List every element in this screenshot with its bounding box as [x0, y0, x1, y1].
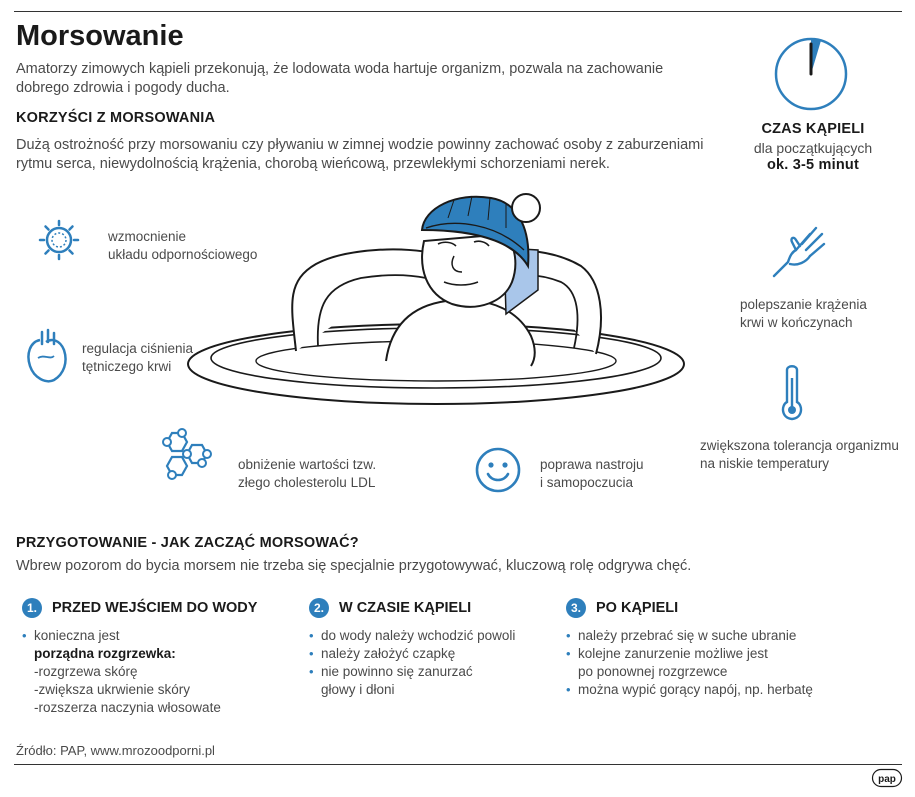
- benefit-pressure-line1: regulacja ciśnienia: [82, 341, 194, 356]
- list-item: • nie powinno się zanurzać: [309, 663, 549, 681]
- list-item: -rozgrzewa skórę: [34, 664, 138, 679]
- list-item: • można wypić gorący napój, np. herbatę: [566, 681, 866, 699]
- top-divider: [14, 11, 902, 12]
- preparation-text: Wbrew pozorom do bycia morsem nie trzeba się specjalnie przygotowywać, kluczową rolę odgrywa chęć.: [16, 558, 692, 574]
- hand-icon: [770, 222, 832, 280]
- benefit-cholesterol-line1: obniżenie wartości tzw.: [238, 457, 377, 472]
- smiley-icon: [474, 446, 522, 494]
- list-item: po ponownej rozgrzewce: [578, 664, 728, 679]
- benefit-immunity-line1: wzmocnienie: [108, 229, 187, 244]
- clock-icon: [773, 36, 849, 112]
- benefits-heading: KORZYŚCI Z MORSOWANIA: [16, 110, 216, 126]
- list-item: -zwiększa ukrwienie skóry: [34, 682, 191, 697]
- source-text: Źródło: PAP, www.mrozoodporni.pl: [16, 743, 215, 758]
- benefit-pressure-line2: tętniczego krwi: [82, 359, 172, 374]
- step-3-number: 3.: [566, 598, 586, 618]
- thermometer-icon: [778, 364, 806, 422]
- benefit-tolerance-line1: zwiększona tolerancja organizmu: [700, 438, 899, 453]
- benefit-tolerance-line2: na niskie temperatury: [700, 456, 830, 471]
- list-item: • kolejne zanurzenie możliwe jest: [566, 645, 866, 663]
- step-1-number: 1.: [22, 598, 42, 618]
- step-3-title: PO KĄPIELI: [596, 600, 679, 616]
- svg-text:pap: pap: [878, 774, 896, 785]
- benefit-immunity-line2: układu odpornościowego: [108, 247, 258, 262]
- list-item: • należy przebrać się w suche ubranie: [566, 627, 866, 645]
- step-1-list: [22, 627, 282, 717]
- bottom-divider: [14, 764, 902, 765]
- benefit-circulation-line1: polepszanie krążenia: [740, 297, 867, 312]
- list-item: • należy założyć czapkę: [309, 645, 549, 663]
- heart-icon: [24, 328, 70, 386]
- virus-icon: [38, 219, 80, 261]
- bath-time-sub: dla początkujących: [753, 140, 873, 156]
- bath-time-label: CZAS KĄPIELI: [761, 121, 865, 137]
- pap-logo: [872, 769, 902, 787]
- step-3-list: [566, 627, 866, 699]
- list-item: porządna rozgrzewka:: [34, 646, 176, 661]
- list-item: • konieczna jest: [22, 627, 282, 645]
- step-2-title: W CZASIE KĄPIELI: [339, 600, 472, 616]
- preparation-heading: PRZYGOTOWANIE - JAK ZACZĄĆ MORSOWAĆ?: [16, 535, 359, 551]
- benefit-circulation-line2: krwi w kończynach: [740, 315, 853, 330]
- intro-text: Amatorzy zimowych kąpieli przekonują, że lodowata woda hartuje organizm, pozwala na zachowanie dobrego zdrowia i pogody ducha.: [16, 61, 664, 96]
- benefit-mood-line2: i samopoczucia: [540, 475, 634, 490]
- list-item: -rozszerza naczynia włosowate: [34, 700, 221, 715]
- step-2-number: 2.: [309, 598, 329, 618]
- molecule-icon: [158, 427, 214, 481]
- swimmer-illustration: [186, 186, 706, 416]
- list-item: • do wody należy wchodzić powoli: [309, 627, 549, 645]
- warning-text: Dużą ostrożność przy morsowaniu czy pływaniu w zimnej wodzie powinny zachować osoby z zaburzeniami rytmu serca, niewydolnością krążenia, chorobą wieńcową, przewlekłymi schorzeniami nerek.: [16, 137, 704, 172]
- page-title: Morsowanie: [16, 20, 184, 52]
- step-2-list: [309, 627, 549, 699]
- list-item: głowy i dłoni: [321, 682, 395, 697]
- benefit-cholesterol-line2: złego cholesterolu LDL: [238, 475, 376, 490]
- bath-time-value: ok. 3-5 minut: [766, 157, 860, 173]
- step-1-title: PRZED WEJŚCIEM DO WODY: [52, 600, 258, 616]
- benefit-mood-line1: poprawa nastroju: [540, 457, 644, 472]
